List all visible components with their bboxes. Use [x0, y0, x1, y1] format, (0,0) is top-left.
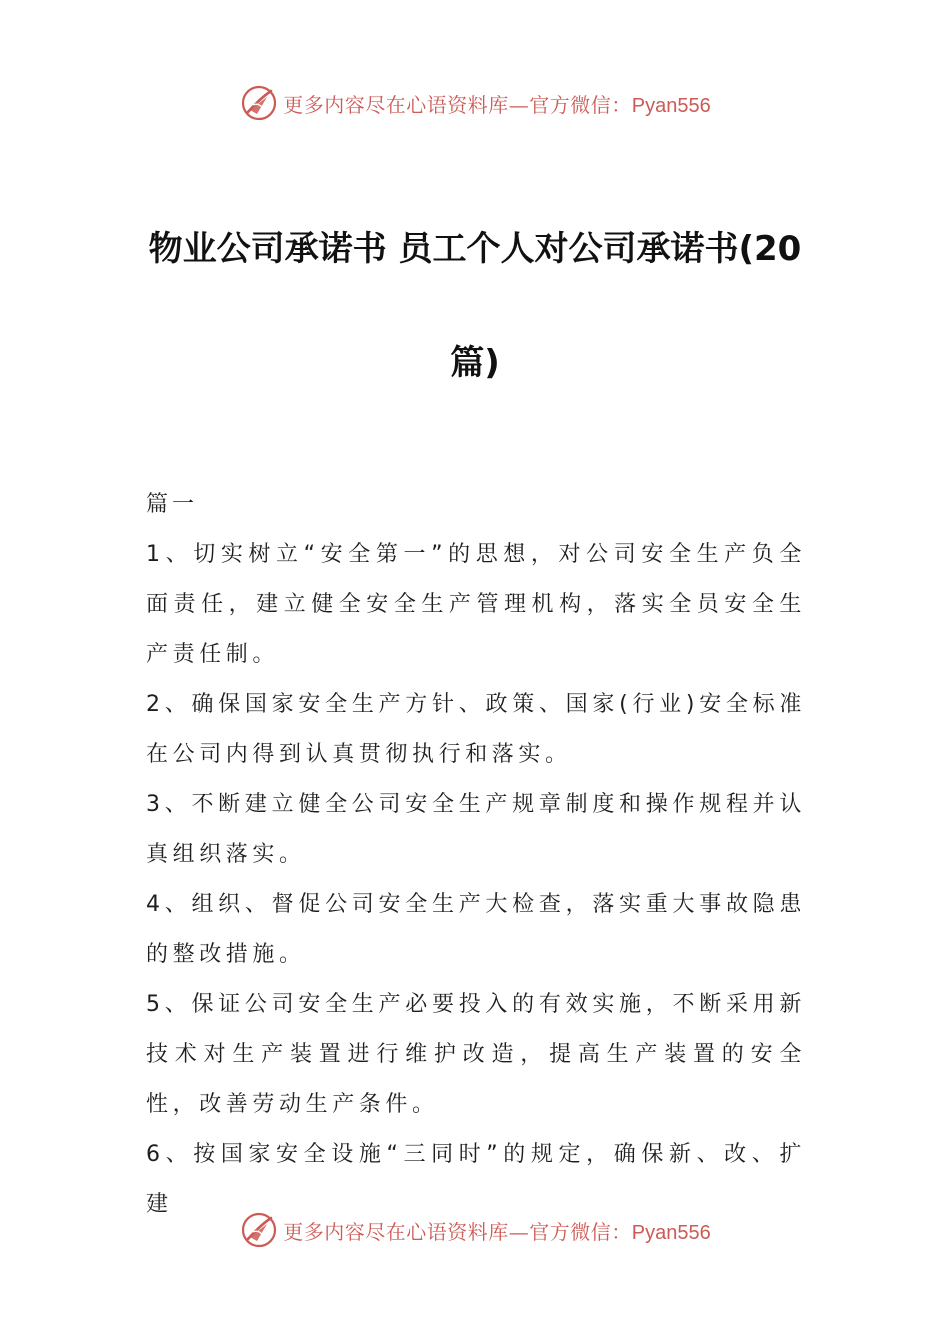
watermark-wechat-id: Pyan556 [631, 1221, 711, 1244]
watermark-text: 更多内容尽在心语资料库—官方微信：Pyan556 [283, 92, 711, 117]
document-title [0, 220, 950, 392]
paragraph-3: 3、不断建立健全公司安全生产规章制度和操作规程并认真组织落实。 [146, 792, 806, 867]
pen-logo-icon [239, 1210, 279, 1250]
paragraph-6: 6、按国家安全设施“三同时”的规定，确保新、改、扩建 [146, 1142, 806, 1217]
document-body [146, 480, 806, 1230]
paragraph-1: 1、切实树立“安全第一”的思想，对公司安全生产负全面责任，建立健全安全生产管理机构，落实全员安全生产责任制。 [146, 542, 806, 667]
watermark-text: 更多内容尽在心语资料库—官方微信：Pyan556 [283, 1219, 711, 1244]
paragraph-4: 4、组织、督促公司安全生产大检查，落实重大事故隐患的整改措施。 [146, 892, 806, 967]
title-line-2: 篇) [450, 343, 500, 383]
paragraph-5: 5、保证公司安全生产必要投入的有效实施，不断采用新技术对生产装置进行维护改造，提高生产装置的安全性，改善劳动生产条件。 [146, 992, 806, 1117]
header-watermark [0, 81, 950, 125]
footer-watermark [0, 1208, 950, 1252]
section-heading: 篇一 [146, 492, 199, 517]
title-line-1: 物业公司承诺书 员工个人对公司承诺书(20 [148, 229, 802, 269]
pen-logo-icon [239, 83, 279, 123]
paragraph-2: 2、确保国家安全生产方针、政策、国家(行业)安全标准在公司内得到认真贯彻执行和落实。 [146, 692, 806, 767]
watermark-wechat-id: Pyan556 [631, 94, 711, 117]
